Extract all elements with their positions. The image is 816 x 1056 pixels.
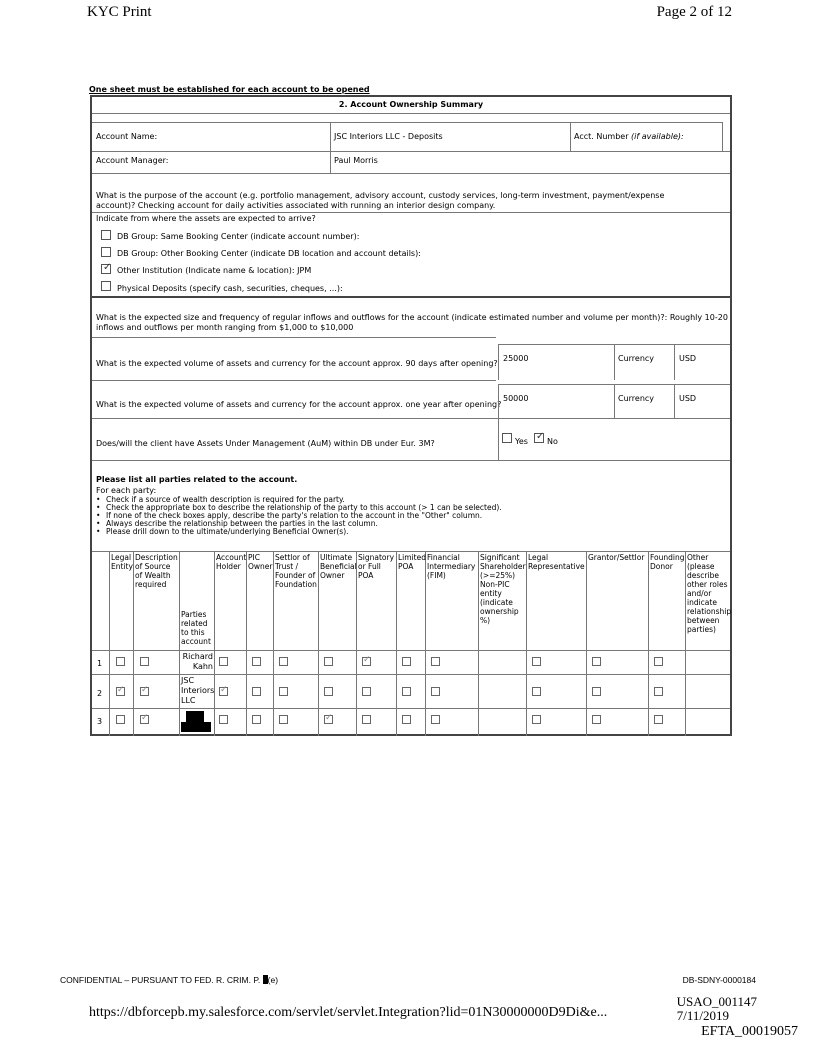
- parties-subheading: For each party:: [96, 486, 157, 495]
- row3-fim-checkbox[interactable]: [431, 715, 440, 724]
- instruction-item: • Please drill down to the ultimate/underlying Beneficial Owner(s).: [96, 528, 502, 536]
- row3-sow-checkbox[interactable]: [140, 715, 149, 724]
- row1-grantor-checkbox[interactable]: [592, 657, 601, 666]
- aum-no-checkbox[interactable]: [534, 433, 544, 443]
- row3-limited-checkbox[interactable]: [402, 715, 411, 724]
- volume-year-currency-label: Currency: [618, 394, 655, 403]
- col-signatory: Signatory or Full POA: [358, 553, 395, 580]
- confidential-notice: CONFIDENTIAL – PURSUANT TO FED. R. CRIM. P. (e): [60, 975, 279, 985]
- row1-holder-checkbox[interactable]: [219, 657, 228, 666]
- instruction-item: • Always describe the relationship between the parties in the last column.: [96, 520, 502, 528]
- col-ubo: Ultimate Beneficial Owner: [320, 553, 357, 580]
- origin-other-institution-checkbox[interactable]: [101, 264, 111, 274]
- instruction-item: • Check the appropriate box to describe the relationship of the party to this account (> 1 can be selected).: [96, 504, 502, 512]
- row1-sow-checkbox[interactable]: [140, 657, 149, 666]
- col-account-holder: Account Holder: [216, 553, 247, 571]
- row3-pic-checkbox[interactable]: [252, 715, 261, 724]
- flows-question: What is the expected size and frequency of regular inflows and outflows for the account (indicate estimated number and volume per month)?: Roughly 10-20: [96, 313, 728, 322]
- print-header-title: KYC Print: [87, 4, 152, 20]
- aum-question: Does/will the client have Assets Under Management (AuM) within DB under Eur. 3M?: [96, 439, 435, 448]
- col-parties: Parties related to this account: [181, 610, 211, 646]
- row1-pic-checkbox[interactable]: [252, 657, 261, 666]
- row2-pic-checkbox[interactable]: [252, 687, 261, 696]
- row3-legal-rep-checkbox[interactable]: [532, 715, 541, 724]
- origin-other-institution-label: Other Institution (Indicate name & location): JPM: [117, 266, 312, 275]
- parties-instructions: [96, 496, 502, 536]
- account-ownership-form: [90, 95, 732, 736]
- col-legal-representative: Legal Representative: [528, 553, 585, 571]
- volume-year-question: What is the expected volume of assets and currency for the account approx. one year after opening?: [96, 400, 502, 409]
- source-url: https://dbforcepb.my.salesforce.com/servlet/servlet.Integration?lid=01N30000000D9Di&e...: [89, 1005, 608, 1020]
- row2-limited-checkbox[interactable]: [402, 687, 411, 696]
- volume-year-value: 50000: [503, 394, 529, 403]
- instruction-item: • If none of the check boxes apply, describe the party's relation to the account in the "Other" column.: [96, 512, 502, 520]
- col-other: Other (please describe other roles and/or indicate relationship between parties): [687, 553, 732, 634]
- row3-legal-entity-checkbox[interactable]: [116, 715, 125, 724]
- row1-limited-checkbox[interactable]: [402, 657, 411, 666]
- instruction-item: • Check if a source of wealth description is required for the party.: [96, 496, 502, 504]
- row2-settlor-checkbox[interactable]: [279, 687, 288, 696]
- row3-holder-checkbox[interactable]: [219, 715, 228, 724]
- col-grantor: Grantor/Settlor: [588, 553, 645, 562]
- row2-legal-entity-checkbox[interactable]: [116, 687, 125, 696]
- col-founding-donor: Founding Donor: [650, 553, 685, 571]
- origin-same-booking-checkbox[interactable]: [101, 230, 111, 240]
- purpose-answer: account)? Checking account for daily activities associated with running an interior design company.: [96, 201, 496, 210]
- flows-answer: inflows and outflows per month ranging from $1,000 to $10,000: [96, 323, 354, 332]
- row1-ubo-checkbox[interactable]: [324, 657, 333, 666]
- volume-90-currency: USD: [679, 354, 697, 363]
- instruction-text: One sheet must be established for each account to be opened: [89, 85, 370, 94]
- origin-same-booking-label: DB Group: Same Booking Center (indicate account number):: [117, 232, 360, 241]
- row-number: 2: [97, 689, 103, 698]
- origin-other-booking-label: DB Group: Other Booking Center (indicate DB location and account details):: [117, 249, 421, 258]
- assets-origin-question: Indicate from where the assets are expected to arrive?: [96, 214, 316, 223]
- volume-year-currency: USD: [679, 394, 697, 403]
- aum-no-label: No: [547, 437, 558, 446]
- volume-90-question: What is the expected volume of assets and currency for the account approx. 90 days after opening?: [96, 359, 498, 368]
- row-number: 3: [97, 717, 103, 726]
- row3-ubo-checkbox[interactable]: [324, 715, 333, 724]
- print-date: 7/11/2019: [676, 1008, 729, 1023]
- row2-founding-checkbox[interactable]: [654, 687, 663, 696]
- section-title: 2. Account Ownership Summary: [338, 100, 484, 109]
- row2-holder-checkbox[interactable]: [219, 687, 228, 696]
- parties-heading: Please list all parties related to the account.: [96, 475, 298, 484]
- row2-grantor-checkbox[interactable]: [592, 687, 601, 696]
- print-header-page: Page 2 of 12: [656, 4, 732, 20]
- row2-party-name: JSC Interiors LLC: [181, 676, 215, 705]
- row1-legal-entity-checkbox[interactable]: [116, 657, 125, 666]
- efta-number: EFTA_00019057: [701, 1024, 798, 1039]
- row1-founding-checkbox[interactable]: [654, 657, 663, 666]
- row1-legal-rep-checkbox[interactable]: [532, 657, 541, 666]
- redaction-box: [181, 722, 211, 732]
- account-manager-label: Account Manager:: [96, 156, 169, 165]
- col-pic-owner: PIC Owner: [248, 553, 273, 571]
- usao-number: USAO_001147: [676, 994, 757, 1009]
- volume-90-value: 25000: [503, 354, 529, 363]
- row3-founding-checkbox[interactable]: [654, 715, 663, 724]
- col-significant-shareholder: Significant Shareholder (>=25%) Non-PIC entity (indicate ownership %): [480, 553, 526, 625]
- row2-sow-checkbox[interactable]: [140, 687, 149, 696]
- row3-grantor-checkbox[interactable]: [592, 715, 601, 724]
- origin-physical-deposits-checkbox[interactable]: [101, 281, 111, 291]
- account-name-label: Account Name:: [96, 132, 158, 141]
- row1-signatory-checkbox[interactable]: [362, 657, 371, 666]
- row1-party-name: Richard Kahn: [182, 652, 213, 671]
- col-settlor: Settlor of Trust / Founder of Foundation: [275, 553, 317, 589]
- origin-physical-deposits-label: Physical Deposits (specify cash, securities, cheques, ...):: [117, 284, 343, 293]
- row3-signatory-checkbox[interactable]: [362, 715, 371, 724]
- row3-settlor-checkbox[interactable]: [279, 715, 288, 724]
- row1-fim-checkbox[interactable]: [431, 657, 440, 666]
- account-name-value: JSC Interiors LLC - Deposits: [334, 132, 443, 141]
- volume-90-currency-label: Currency: [618, 354, 655, 363]
- col-source-of-wealth: Description of Source of Wealth required: [135, 553, 178, 589]
- origin-other-booking-checkbox[interactable]: [101, 247, 111, 257]
- row2-fim-checkbox[interactable]: [431, 687, 440, 696]
- row2-legal-rep-checkbox[interactable]: [532, 687, 541, 696]
- acct-number-label: Acct. Number (if available):: [574, 132, 684, 141]
- bates-id: DB-SDNY-0000184: [682, 975, 756, 985]
- row-number: 1: [97, 659, 103, 668]
- row2-signatory-checkbox[interactable]: [362, 687, 371, 696]
- aum-yes-label: Yes: [515, 437, 528, 446]
- account-manager-value: Paul Morris: [334, 156, 378, 165]
- col-fim: Financial Intermediary (FIM): [427, 553, 476, 580]
- purpose-question: What is the purpose of the account (e.g. portfolio management, advisory account, custody services, long-term investment, payment/expense: [96, 191, 665, 200]
- row2-ubo-checkbox[interactable]: [324, 687, 333, 696]
- col-legal-entity: Legal Entity: [111, 553, 133, 571]
- col-limited-poa: Limited POA: [398, 553, 426, 571]
- aum-yes-checkbox[interactable]: [502, 433, 512, 443]
- row1-settlor-checkbox[interactable]: [279, 657, 288, 666]
